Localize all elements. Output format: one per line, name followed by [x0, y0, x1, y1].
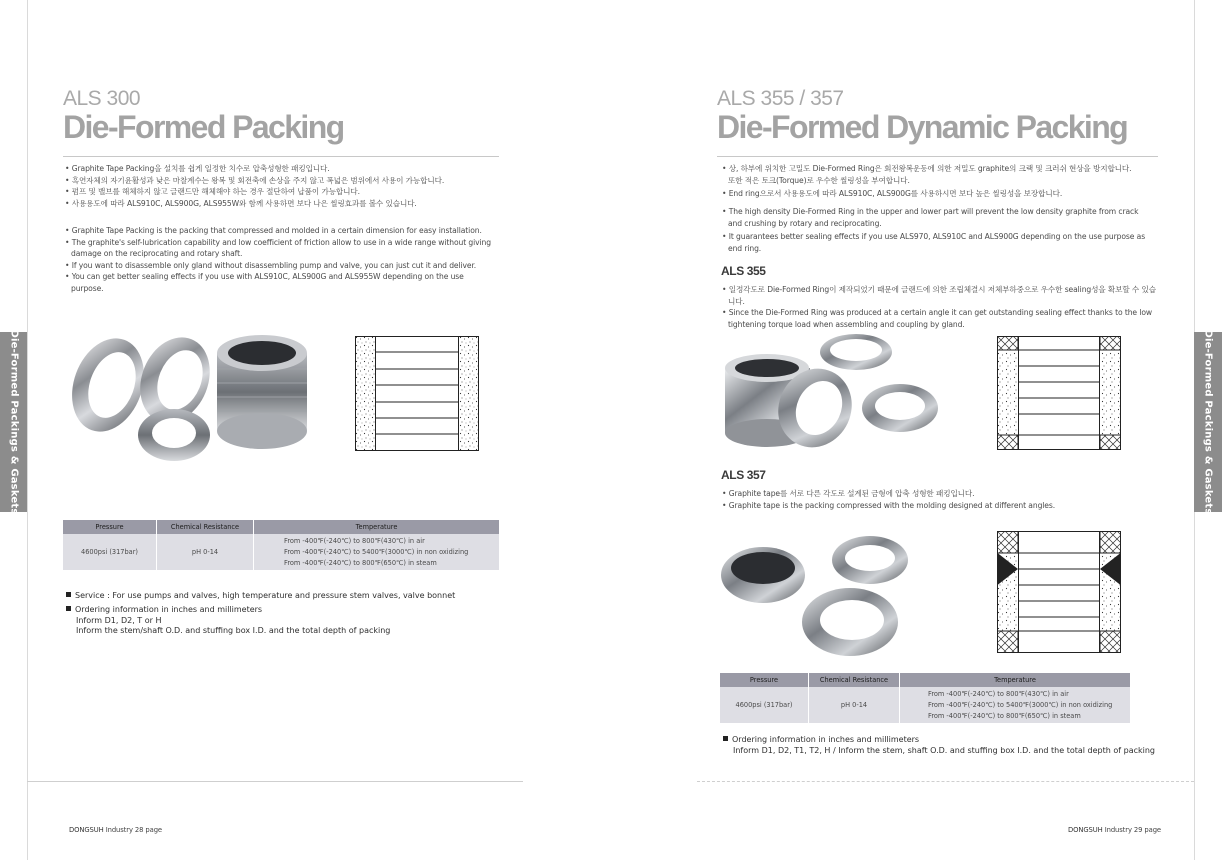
ordering-line: Inform D1, D2, T or H — [76, 615, 162, 625]
als357-heading: ALS 357 — [721, 468, 766, 482]
side-tab-label: Die-Formed Packings & Gaskets — [8, 329, 19, 515]
list-item: • It guarantees better sealing effects if you use ALS970, ALS910C and ALS900G depending on the use purpose as end ring. — [720, 231, 1150, 254]
list-item: • 사용용도에 따라 ALS910C, ALS900G, ALS955W와 함께 사용하면 보다 나은 씰링효과를 볼수 있습니다. — [63, 198, 503, 210]
als357-cross-section-diagram — [997, 531, 1121, 653]
als355-cross-section-diagram — [997, 336, 1121, 450]
pressure-cell: 4600psi (317bar) — [720, 687, 809, 723]
table-row — [63, 534, 499, 570]
ordering-line: Inform the stem/shaft O.D. and stuffing box I.D. and the total depth of packing — [76, 626, 391, 636]
left-notes — [66, 591, 506, 637]
square-bullet-icon — [66, 606, 71, 611]
side-tab-label: Die-Formed Packings & Gaskets — [1202, 329, 1214, 515]
ordering-line: Inform D1, D2, T1, T2, H / Inform the stem, shaft O.D. and stuffing box I.D. and the total depth of packing — [733, 745, 1155, 755]
square-bullet-icon — [66, 592, 71, 597]
als300-product-photo — [70, 325, 340, 465]
left-model-name: ALS 300 — [63, 87, 141, 110]
als355-heading: ALS 355 — [721, 264, 766, 278]
ordering-note — [66, 605, 506, 616]
pressure-cell: 4600psi (317bar) — [63, 534, 157, 570]
right-english-bullets — [720, 206, 1150, 254]
temperature-line: From -400℉(-240℃) to 800℉(430℃) in air — [928, 689, 1069, 698]
left-english-bullets — [63, 225, 493, 294]
ordering-note — [723, 735, 1183, 746]
table-row — [720, 687, 1130, 723]
square-bullet-icon — [723, 736, 728, 741]
table-header: Chemical Resistance — [157, 520, 254, 534]
korean-line: 상, 하부에 위치한 고밀도 Die-Formed Ring은 회전왕복운동에 의한 저밀도 graphite의 크랙 및 크러쉬 현상을 방지합니다. — [728, 164, 1132, 173]
left-footer — [69, 826, 162, 834]
left-korean-bullets — [63, 163, 503, 209]
list-item: • 흑연자체의 자기윤활성과 낮은 마찰계수는 왕복 및 회전축에 손상을 주지 않고 폭넓은 범위에서 사용이 가능합니다. — [63, 175, 503, 187]
list-item: • Graphite tape is the packing compressed with the molding designed at different angles. — [720, 500, 1160, 512]
als355-product-photo — [720, 330, 980, 455]
chemical-cell: pH 0-14 — [157, 534, 254, 570]
footer-page: Industry 29 page — [1104, 826, 1162, 834]
right-side-tab — [1194, 329, 1222, 515]
list-item: • Since the Die-Formed Ring was produced at a certain angle it can get outstanding sealing effect thanks to the low tightening torque load when assembling and coupling by gland. — [720, 307, 1160, 330]
service-note — [66, 591, 506, 602]
right-notes — [723, 735, 1183, 757]
right-korean-bullets — [720, 163, 1160, 200]
als355-bullets — [720, 284, 1160, 330]
ordering-title: Ordering information in inches and millimeters — [732, 735, 920, 744]
footer-brand: DONGSUH — [1068, 826, 1103, 834]
right-title-rule — [717, 156, 1158, 157]
list-item: • You can get better sealing effects if you use with ALS910C, ALS900G and ALS955W depending on the use purpose. — [63, 271, 493, 294]
temperature-line: From -400℉(-240℃) to 800℉(430℃) in air — [284, 536, 425, 545]
temperature-line: From -400℉(-240℃) to 800℉(650℃) in steam — [284, 558, 437, 567]
list-item — [720, 163, 1160, 186]
right-page-title: Die-Formed Dynamic Packing — [717, 109, 1128, 145]
temperature-cell — [254, 534, 500, 570]
list-item: • Graphite Tape Packing을 설치를 쉽게 일정한 치수로 압축성형한 패킹입니다. — [63, 163, 503, 175]
left-page-title: Die-Formed Packing — [63, 109, 344, 145]
left-spec-table — [63, 520, 499, 570]
table-header: Chemical Resistance — [809, 673, 900, 687]
list-item: • End ring으로서 사용용도에 따라 ALS910C, ALS900G를 사용하시면 보다 높은 씰링성을 보장합니다. — [720, 188, 1160, 200]
left-title-rule — [63, 156, 499, 157]
als357-bullets — [720, 488, 1160, 511]
list-item: • 펌프 및 밸브를 해체하지 않고 글랜드만 해체해야 하는 경우 절단하여 납품이 가능합니다. — [63, 186, 503, 198]
right-model-name: ALS 355 / 357 — [717, 87, 844, 110]
right-bottom-rule — [697, 781, 1194, 782]
als357-product-photo — [720, 530, 920, 660]
list-item: • The graphite's self-lubrication capability and low coefficient of friction allow to use in a wide range without giving damage on the reciprocating and rotary shaft. — [63, 237, 493, 260]
temperature-line: From -400℉(-240℃) to 5400℉(3000℃) in non oxidizing — [928, 700, 1113, 709]
left-margin-line — [27, 0, 28, 860]
footer-page: Industry 28 page — [105, 826, 163, 834]
chemical-cell: pH 0-14 — [809, 687, 900, 723]
list-item: • Graphite Tape Packing is the packing that compressed and molded in a certain dimension for easy installation. — [63, 225, 493, 237]
list-item: • Graphite tape를 서로 다른 각도로 설계된 금형에 압축 성형한 패킹입니다. — [720, 488, 1160, 500]
temperature-cell — [900, 687, 1131, 723]
table-header: Pressure — [720, 673, 809, 687]
footer-brand: DONGSUH — [69, 826, 104, 834]
table-header: Temperature — [254, 520, 500, 534]
right-footer — [1068, 826, 1161, 834]
als300-cross-section-diagram — [355, 336, 479, 451]
ordering-title: Ordering information in inches and millimeters — [75, 604, 263, 614]
table-header: Temperature — [900, 673, 1131, 687]
temperature-line: From -400℉(-240℃) to 800℉(650℃) in steam — [928, 711, 1081, 720]
korean-line: 또한 적은 토크(Torque)로 우수한 씰링성을 부여합니다. — [728, 175, 910, 185]
list-item: • 일정각도로 Die-Formed Ring이 제작되었기 때문에 글랜드에 의한 조립체결시 저체부하중으로 우수한 sealing성을 확보할 수 있습니다. — [720, 284, 1160, 307]
right-spec-table — [720, 673, 1130, 723]
temperature-line: From -400℉(-240℃) to 5400℉(3000℃) in non oxidizing — [284, 547, 469, 556]
list-item: • If you want to disassemble only gland without disassembling pump and valve, you can just cut it and deliver. — [63, 260, 493, 272]
list-item: • The high density Die-Formed Ring in the upper and lower part will prevent the low density graphite from crack and crushing by rotary and reciprocating. — [720, 206, 1150, 229]
left-side-tab — [0, 329, 27, 515]
service-text: Service : For use pumps and valves, high temperature and pressure stem valves, valve bonnet — [75, 591, 456, 600]
table-header: Pressure — [63, 520, 157, 534]
left-bottom-rule — [27, 781, 523, 782]
